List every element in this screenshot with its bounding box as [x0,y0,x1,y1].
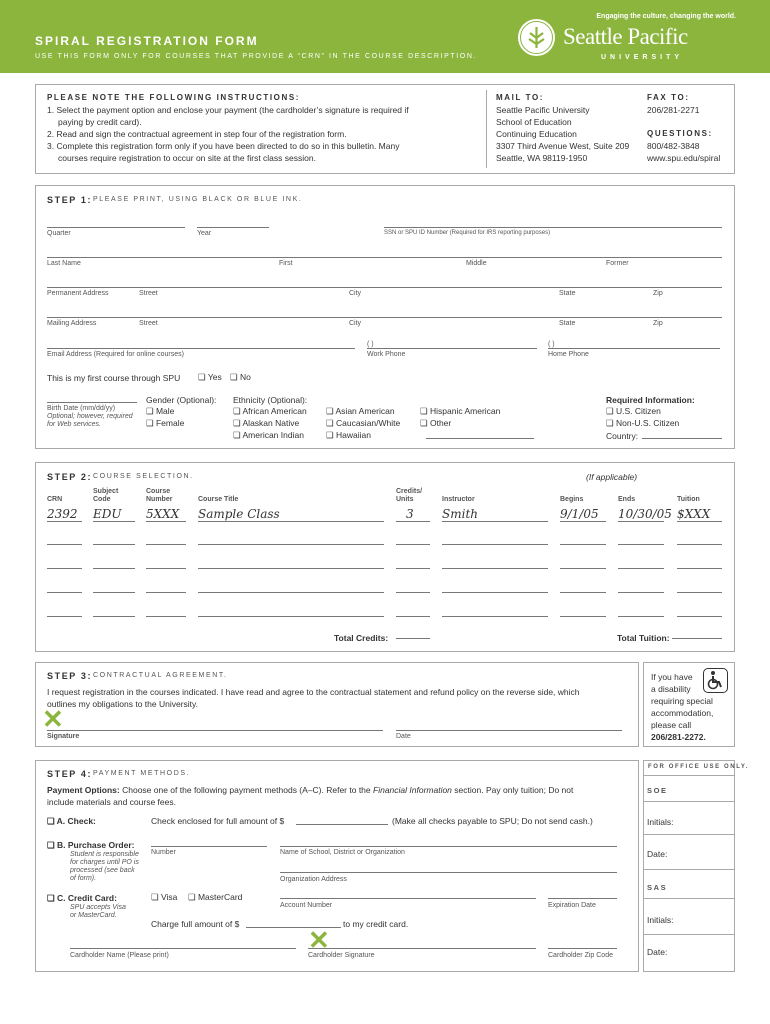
course-grid-line [146,568,186,569]
course-grid-line [93,592,135,593]
eth-caucasian-checkbox[interactable]: ❏ Caucasian/White [326,418,401,428]
course-grid-line [442,544,548,545]
course-grid-line [560,568,606,569]
course-grid-line [198,568,384,569]
sign-here-x-icon: ✕ [42,704,64,734]
instruction-3: 3. Complete this registration form only if you have been directed to do so in this bulletin. Many [47,141,400,151]
sas-date-label: Date: [647,947,668,957]
ssn-label: SSN or SPU ID Number (Required for IRS reporting purposes) [384,230,551,236]
divider [486,90,487,168]
credit-card-checkbox[interactable]: ❏ C. Credit Card: [47,893,117,903]
po-note-4: of form). [70,875,97,882]
mail-line-3: Continuing Education [496,129,577,139]
org-address-label: Organization Address [280,876,347,883]
fax-heading: FAX TO: [647,93,690,102]
eth-american-indian-checkbox[interactable]: ❏ American Indian [233,430,304,440]
po-number-label: Number [151,849,176,856]
former-name-label: Former [606,260,629,267]
sas-label: SAS [647,883,668,892]
home-phone-label: Home Phone [548,351,589,358]
course-grid-line [93,544,135,545]
birth-date-note-2: for Web services. [47,421,101,428]
course-grid-line [396,521,430,522]
first-course-question: This is my first course through SPU [47,373,181,383]
first-course-yes-checkbox[interactable]: ❏ Yes [198,372,222,382]
brand-subtitle: UNIVERSITY [601,54,684,61]
date-label: Date [396,733,411,740]
instruction-3b: courses require registration to occur on site at the first class session. [58,153,316,163]
course-grid-line [93,521,135,522]
course-grid-line [442,568,548,569]
eth-asian-american-checkbox[interactable]: ❏ Asian American [326,406,395,416]
course-grid-line [47,521,82,522]
course-grid-line [93,616,135,617]
step1-note: PLEASE PRINT, USING BLACK OR BLUE INK. [93,196,303,203]
course-grid-line [618,616,664,617]
state-label: State [559,290,576,297]
first-course-no-checkbox[interactable]: ❏ No [230,372,251,382]
eth-hawaiian-checkbox[interactable]: ❏ Hawaiian [326,430,371,440]
course-grid-line [677,568,722,569]
check-text: Check enclosed for full amount of $ [151,816,285,826]
col-ends: Ends [618,496,636,503]
course-grid-line [560,592,606,593]
course-grid-line [396,592,430,593]
course-grid-line [198,592,384,593]
gender-label: Gender (Optional): [146,395,217,405]
birth-date-label: Birth Date (mm/dd/yy) [47,405,116,412]
purchase-order-checkbox[interactable]: ❏ B. Purchase Order: [47,840,135,850]
zip-label-2: Zip [653,320,663,327]
row-crn: 2392 [47,507,78,521]
total-credits-label: Total Credits: [334,633,389,643]
mail-line-2: School of Education [496,117,572,127]
street-label-2: Street [139,320,158,327]
instructions-heading: PLEASE NOTE THE FOLLOWING INSTRUCTIONS: [47,93,301,102]
first-name-label: First [279,260,293,267]
po-note-2: for charges until PO is [70,859,139,866]
course-grid-line [677,592,722,593]
cc-note-2: or MasterCard. [70,912,117,919]
soe-label: SOE [647,786,668,795]
row-ends: 10/30/05 [618,507,672,521]
course-grid-line [677,544,722,545]
visa-checkbox[interactable]: ❏ Visa [151,892,178,902]
course-grid-line [93,568,135,569]
work-phone-paren: ( ) [367,341,374,348]
state-label-2: State [559,320,576,327]
last-name-label: Last Name [47,260,81,267]
sign-here-x-icon-2: ✕ [308,925,330,955]
office-use-title: FOR OFFICE USE ONLY. [648,764,750,770]
total-tuition-label: Total Tuition: [617,633,670,643]
cc-note-1: SPU accepts Visa [70,904,126,911]
row-begins: 9/1/05 [560,507,599,521]
ethnicity-label: Ethnicity (Optional): [233,395,308,405]
us-citizen-checkbox[interactable]: ❏ U.S. Citizen [606,406,661,416]
work-phone-label: Work Phone [367,351,406,358]
disability-phone: 206/281-2272. [651,732,706,742]
disability-line-5: please call [651,720,692,730]
soe-date-label: Date: [647,849,668,859]
col-instructor: Instructor [442,496,475,503]
mail-line-1: Seattle Pacific University [496,105,590,115]
course-grid-line [47,616,82,617]
eth-other-checkbox[interactable]: ❏ Other [420,418,452,428]
street-label: Street [139,290,158,297]
mail-line-4: 3307 Third Avenue West, Suite 209 [496,141,630,151]
eth-hispanic-checkbox[interactable]: ❏ Hispanic American [420,406,501,416]
school-name-label: Name of School, District or Organization [280,849,405,856]
course-grid-line [618,568,664,569]
agreement-text-1: I request registration in the courses indicated. I have read and agree to the contractual statement and refund policy on the reverse side, which [47,687,580,697]
course-grid-line [442,616,548,617]
form-title: SPIRAL REGISTRATION FORM [35,34,259,48]
step3-note: CONTRACTUAL AGREEMENT. [93,672,228,679]
po-note-3: processed (see back [70,867,135,874]
charge-text-2: to my credit card. [343,919,409,929]
required-info-label: Required Information: [606,395,695,405]
po-note-1: Student is responsible [70,851,139,858]
brand-name: Seattle Pacific [563,24,688,49]
payment-options-text-2: include materials and course fees. [47,797,176,807]
check-option-checkbox[interactable]: ❏ A. Check: [47,816,96,826]
country-label: Country: [606,431,639,441]
cardholder-signature-label: Cardholder Signature [308,952,375,959]
col-tuition: Tuition [677,496,700,503]
city-label-2: City [349,320,362,327]
questions-phone: 800/482-3848 [647,141,700,151]
wheelchair-icon [703,668,728,693]
step2-title: STEP 2: [47,472,93,482]
gender-female-checkbox[interactable]: ❏ Female [146,418,185,428]
questions-web: www.spu.edu/spiral [647,153,721,163]
step2-note: COURSE SELECTION. [93,473,194,480]
step3-title: STEP 3: [47,671,93,681]
soe-initials-label: Initials: [647,817,674,827]
course-grid-line [47,544,82,545]
disability-line-2: a disability [651,684,691,694]
row-tuition: $XXX [677,507,711,521]
course-grid-line [396,544,430,545]
col-course-title: Course Title [198,496,239,503]
row-number: 5XXX [146,507,180,521]
disability-line-3: requiring special [651,696,713,706]
home-phone-paren: ( ) [548,341,555,348]
course-grid-line [560,521,606,522]
cardholder-name-label: Cardholder Name (Please print) [70,952,169,959]
course-grid-line [47,592,82,593]
course-grid-line [396,568,430,569]
gender-male-checkbox[interactable]: ❏ Male [146,406,175,416]
row-credits: 3 [406,507,414,521]
questions-heading: QUESTIONS: [647,129,713,138]
course-grid-line [618,521,664,522]
email-label: Email Address (Required for online courses) [47,351,184,358]
if-applicable-note: (If applicable) [586,472,638,482]
course-grid-line [442,592,548,593]
course-grid-line [618,544,664,545]
instruction-1: 1. Select the payment option and enclose your payment (the cardholder’s signature is required if [47,105,409,115]
disability-line-1: If you have [651,672,693,682]
col-begins: Begins [560,496,584,503]
course-grid-line [560,616,606,617]
eth-alaskan-native-checkbox[interactable]: ❏ Alaskan Native [233,418,300,428]
header-banner [0,0,770,73]
charge-text: Charge full amount of $ [151,919,240,929]
step1-title: STEP 1: [47,195,93,205]
course-grid-line [146,544,186,545]
birth-date-note-1: Optional; however, required [47,413,133,420]
expiration-label: Expiration Date [548,902,596,909]
sas-initials-label: Initials: [647,915,674,925]
course-grid-line [198,616,384,617]
tagline: Engaging the culture, changing the world. [596,13,736,20]
mastercard-checkbox[interactable]: ❏ MasterCard [188,892,243,902]
signature-label: Signature [47,733,80,740]
course-grid-line [198,521,384,522]
cardholder-zip-label: Cardholder Zip Code [548,952,613,959]
course-grid-line [442,521,548,522]
course-grid-line [618,592,664,593]
check-note: (Make all checks payable to SPU; Do not send cash.) [392,816,593,826]
course-grid-line [677,521,722,522]
course-grid-line [146,521,186,522]
instruction-2: 2. Read and sign the contractual agreement in step four of the registration form. [47,129,347,139]
zip-label: Zip [653,290,663,297]
step4-note: PAYMENT METHODS. [93,770,191,777]
course-grid-line [198,544,384,545]
mail-heading: MAIL TO: [496,93,545,102]
course-grid-line [146,592,186,593]
col-crn: CRN [47,496,63,503]
col-credits: Credits/ Units [396,488,423,503]
course-grid-line [396,616,430,617]
step2-box [35,462,735,652]
city-label: City [349,290,362,297]
course-grid-line [560,544,606,545]
eth-african-american-checkbox[interactable]: ❏ African American [233,406,307,416]
form-subtitle: USE THIS FORM ONLY FOR COURSES THAT PROVIDE A “CRN” IN THE COURSE DESCRIPTION. [35,53,478,60]
quarter-label: Quarter [47,230,71,237]
mail-line-5: Seattle, WA 98119-1950 [496,153,588,163]
instruction-1b: paying by credit card). [58,117,142,127]
course-grid-line [677,616,722,617]
row-subject: EDU [93,507,122,521]
university-seal-icon [518,19,555,56]
account-number-label: Account Number [280,902,333,909]
step4-title: STEP 4: [47,769,93,779]
middle-name-label: Middle [466,260,487,267]
non-us-citizen-checkbox[interactable]: ❏ Non-U.S. Citizen [606,418,680,428]
row-instructor: Smith [442,507,478,521]
col-subject-code: Subject Code [93,488,119,503]
agreement-text-2: outlines my obligations to the University. [47,699,199,709]
year-label: Year [197,230,212,237]
col-course-number: Course Number [146,488,173,503]
course-grid-line [47,568,82,569]
course-grid-line [146,616,186,617]
disability-line-4: accommodation, [651,708,714,718]
permanent-address-label: Permanent Address [47,290,109,297]
fax-number: 206/281-2271 [647,105,700,115]
row-title: Sample Class [198,507,280,521]
payment-options-text: Payment Options: Choose one of the following payment methods (A–C). Refer to the Financial Information section. Pay only tuition; Do not [47,785,574,795]
mailing-address-label: Mailing Address [47,320,97,327]
